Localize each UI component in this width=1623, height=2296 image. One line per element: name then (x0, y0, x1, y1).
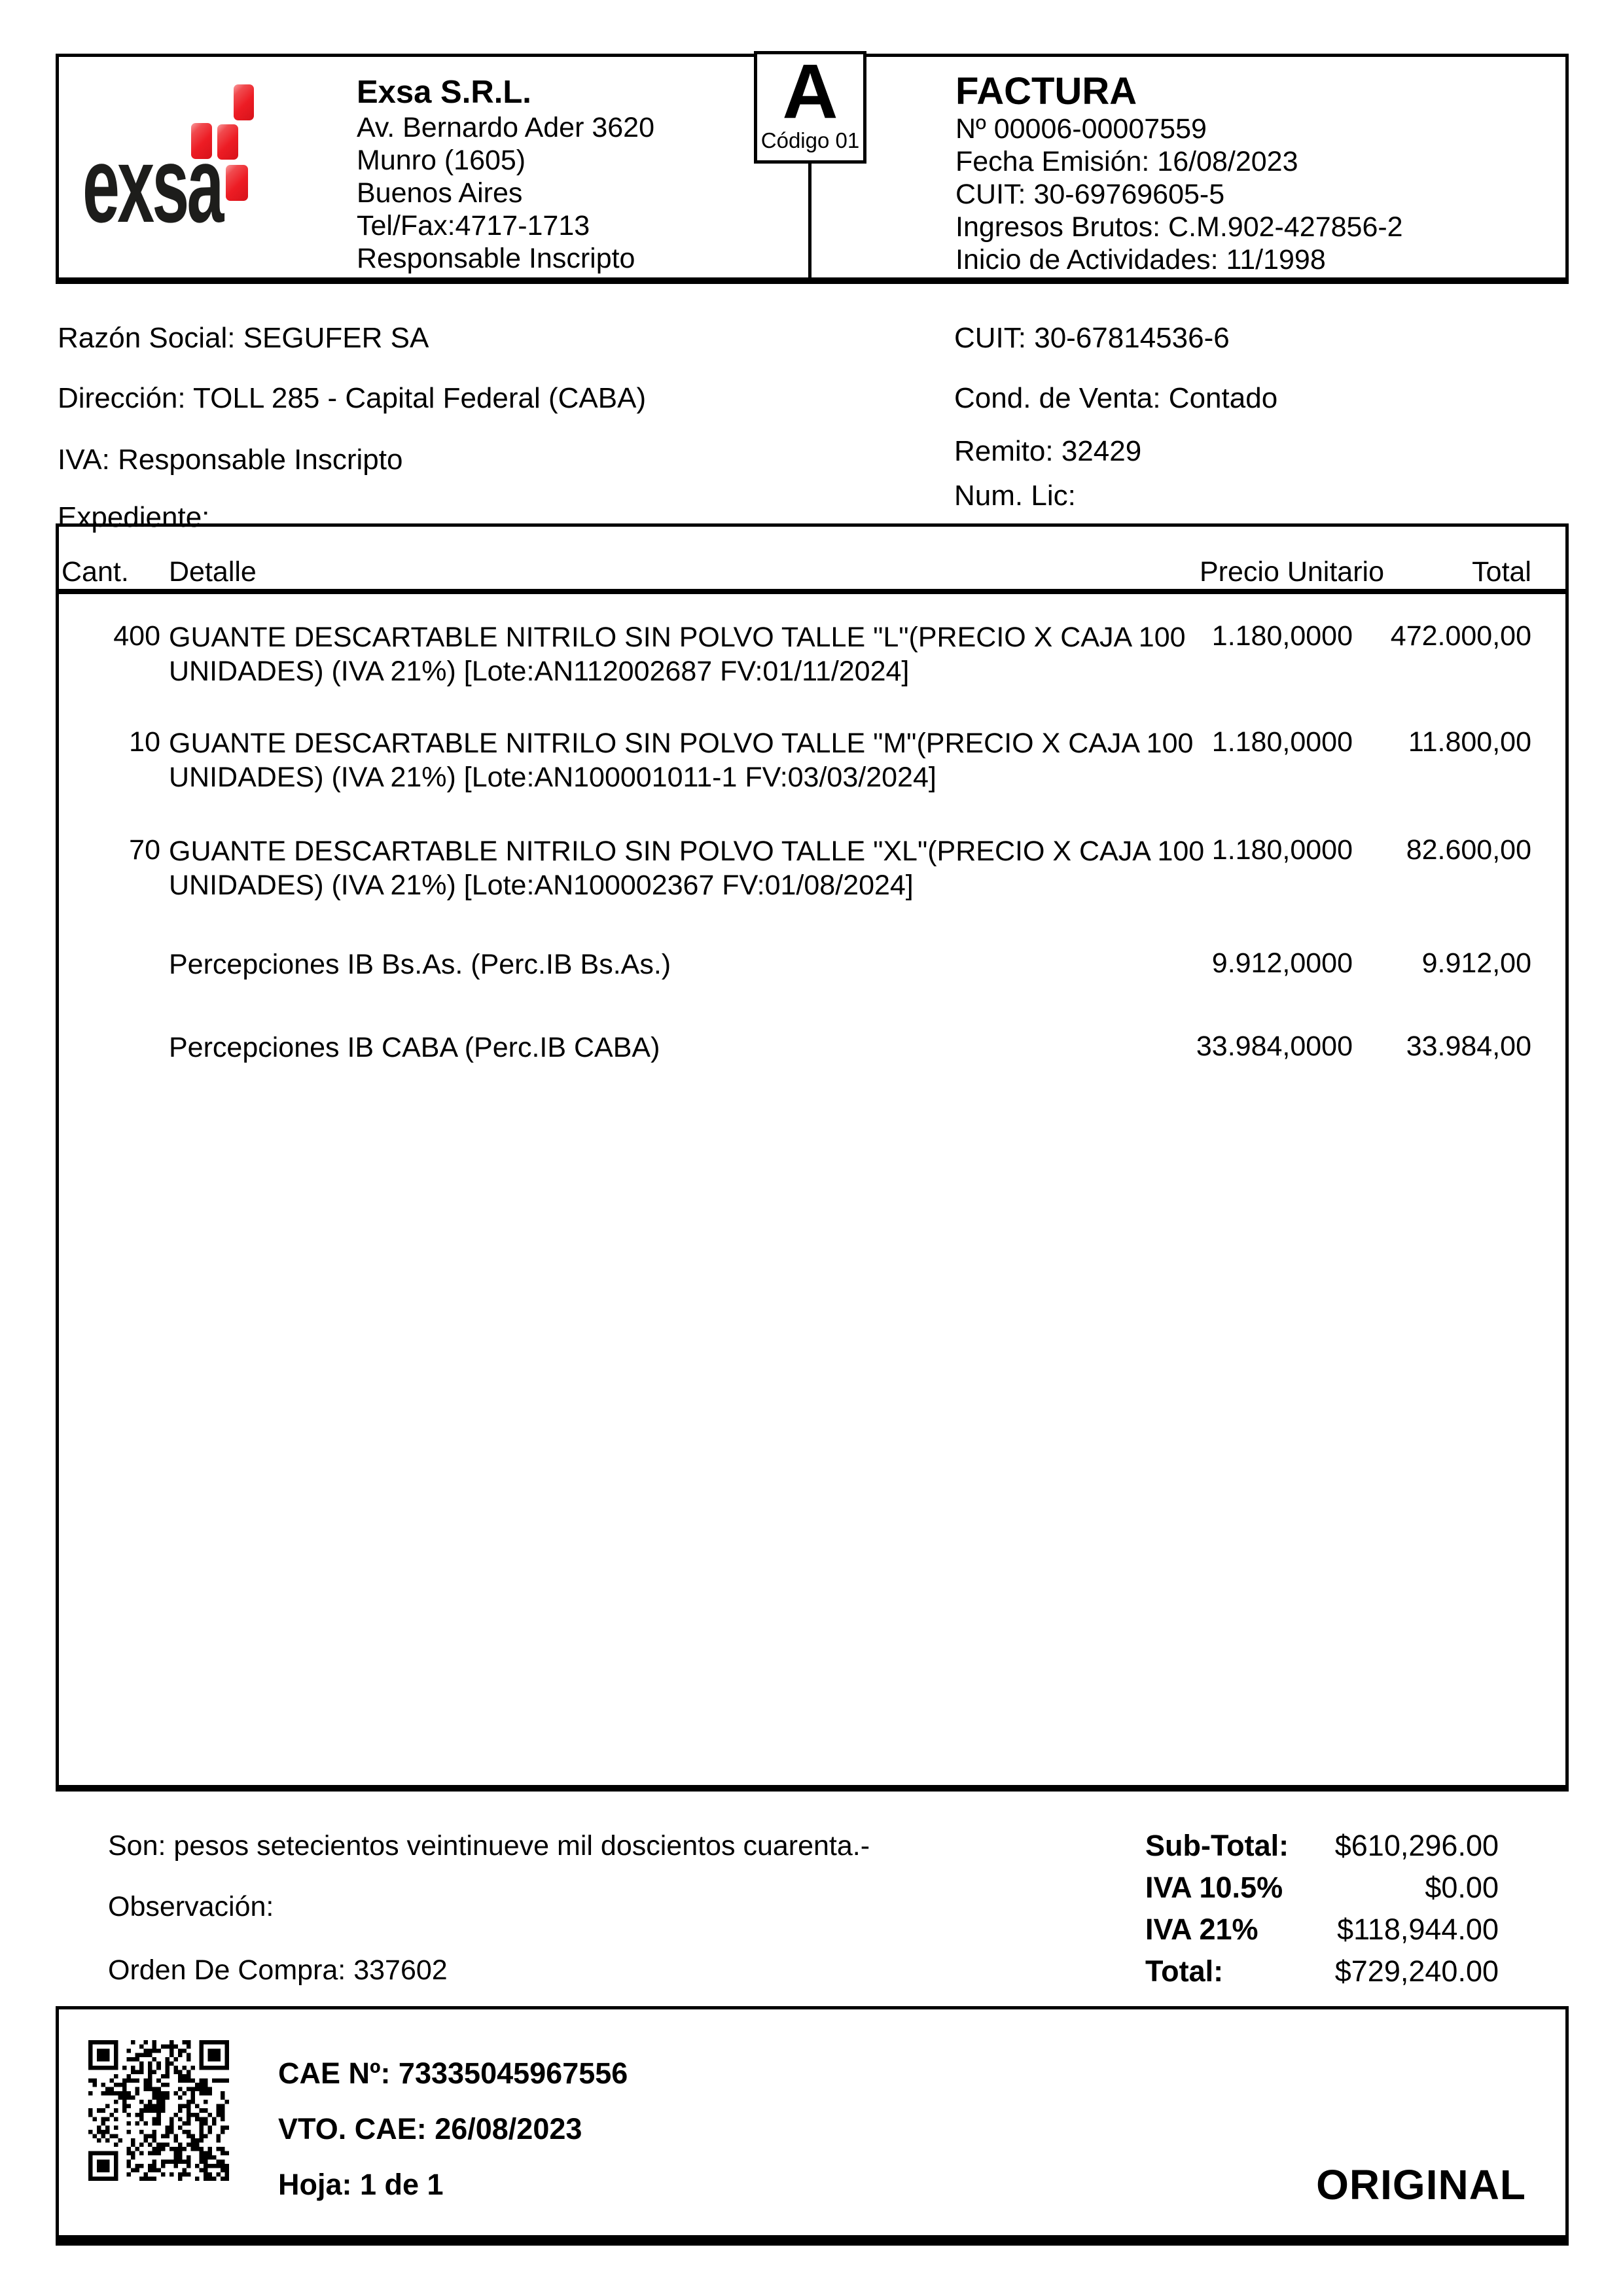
item-unit-price: 1.180,0000 (1211, 834, 1353, 866)
item-total: 82.600,00 (1406, 834, 1531, 866)
copy-type-label: ORIGINAL (1316, 2161, 1526, 2208)
col-header-detail: Detalle (169, 556, 257, 588)
customer-razon-social: Razón Social: SEGUFER SA (58, 322, 429, 354)
items-header-rule (59, 589, 1565, 594)
logo-square-bottom (226, 165, 248, 201)
activity-start: Inicio de Actividades: 11/1998 (955, 244, 1326, 275)
item-unit-price: 1.180,0000 (1211, 726, 1353, 758)
iva105-label: IVA 10.5% (1145, 1871, 1283, 1904)
total-value: $729,240.00 (1334, 1954, 1499, 1988)
customer-cond-venta: Cond. de Venta: Contado (954, 382, 1278, 414)
qr-code (88, 2040, 229, 2181)
cae-due: VTO. CAE: 26/08/2023 (278, 2112, 582, 2146)
customer-cuit: CUIT: 30-67814536-6 (954, 322, 1230, 354)
item-total: 33.984,00 (1406, 1031, 1531, 1062)
company-address-line: Av. Bernardo Ader 3620 (357, 112, 655, 143)
invoice-letter-code: Código 01 (760, 128, 860, 152)
company-tax-status-line: Responsable Inscripto (357, 243, 635, 274)
page-number: Hoja: 1 de 1 (278, 2168, 444, 2201)
company-name: Exsa S.R.L. (357, 75, 531, 110)
purchase-order: Orden De Compra: 337602 (108, 1954, 448, 1986)
logo-square-top (234, 84, 254, 120)
items-box (56, 523, 1569, 1792)
item-detail: GUANTE DESCARTABLE NITRILO SIN POLVO TALLE "M"(PRECIO X CAJA 100 UNIDADES) (IVA 21%) [Lote:AN100001011-1 FV:03/03/2024] (169, 728, 1194, 793)
item-total: 9.912,00 (1421, 947, 1531, 979)
item-total: 11.800,00 (1408, 726, 1531, 758)
iva21-label: IVA 21% (1145, 1913, 1258, 1946)
col-header-total: Total (1472, 556, 1531, 588)
subtotal-value: $610,296.00 (1334, 1829, 1499, 1862)
logo-text: exsa (82, 124, 222, 245)
customer-expediente: Expediente: (58, 501, 210, 533)
customer-num-lic: Num. Lic: (954, 480, 1076, 512)
item-detail: GUANTE DESCARTABLE NITRILO SIN POLVO TALLE "XL"(PRECIO X CAJA 100 UNIDADES) (IVA 21%) [Lote:AN100002367 FV:01/08/2024] (169, 836, 1205, 901)
header-divider (808, 164, 812, 284)
customer-direccion: Dirección: TOLL 285 - Capital Federal (CABA) (58, 382, 647, 414)
company-phone-line: Tel/Fax:4717-1713 (357, 210, 590, 241)
item-unit-price: 33.984,0000 (1196, 1031, 1353, 1062)
item-detail: Percepciones IB Bs.As. (Perc.IB Bs.As.) (169, 949, 671, 980)
item-total: 472.000,00 (1390, 620, 1531, 652)
invoice-letter: A (782, 48, 838, 135)
company-info (357, 73, 654, 275)
letter-box (754, 48, 866, 164)
issue-date: Fecha Emisión: 16/08/2023 (955, 146, 1298, 177)
iva105-value: $0.00 (1425, 1871, 1499, 1904)
doc-title: FACTURA (955, 70, 1137, 113)
customer-iva: IVA: Responsable Inscripto (58, 444, 403, 476)
invoice-info (955, 71, 1403, 276)
item-qty: 400 (113, 620, 160, 652)
item-unit-price: 1.180,0000 (1211, 620, 1353, 652)
item-unit-price: 9.912,0000 (1211, 947, 1353, 979)
gross-income: Ingresos Brutos: C.M.902-427856-2 (955, 211, 1403, 243)
company-cuit: CUIT: 30-69769605-5 (955, 179, 1225, 210)
iva21-value: $118,944.00 (1337, 1913, 1499, 1946)
observation-label: Observación: (108, 1891, 274, 1922)
amount-in-words: Son: pesos setecientos veintinueve mil doscientos cuarenta.- (108, 1830, 870, 1862)
invoice-number: Nº 00006-00007559 (955, 113, 1207, 145)
item-qty: 70 (129, 834, 160, 866)
cae-number: CAE Nº: 73335045967556 (278, 2057, 628, 2090)
col-header-qty: Cant. (62, 556, 129, 588)
item-detail: Percepciones IB CABA (Perc.IB CABA) (169, 1032, 660, 1063)
subtotal-label: Sub-Total: (1145, 1829, 1289, 1862)
company-address-line: Buenos Aires (357, 177, 523, 209)
item-qty: 10 (129, 726, 160, 758)
customer-remito: Remito: 32429 (954, 435, 1142, 467)
col-header-unit-price: Precio Unitario (1200, 556, 1384, 588)
item-detail: GUANTE DESCARTABLE NITRILO SIN POLVO TALLE "L"(PRECIO X CAJA 100 UNIDADES) (IVA 21%) [Lote:AN112002687 FV:01/11/2024] (169, 622, 1186, 687)
company-address-line: Munro (1605) (357, 145, 526, 176)
total-label: Total: (1145, 1954, 1224, 1988)
